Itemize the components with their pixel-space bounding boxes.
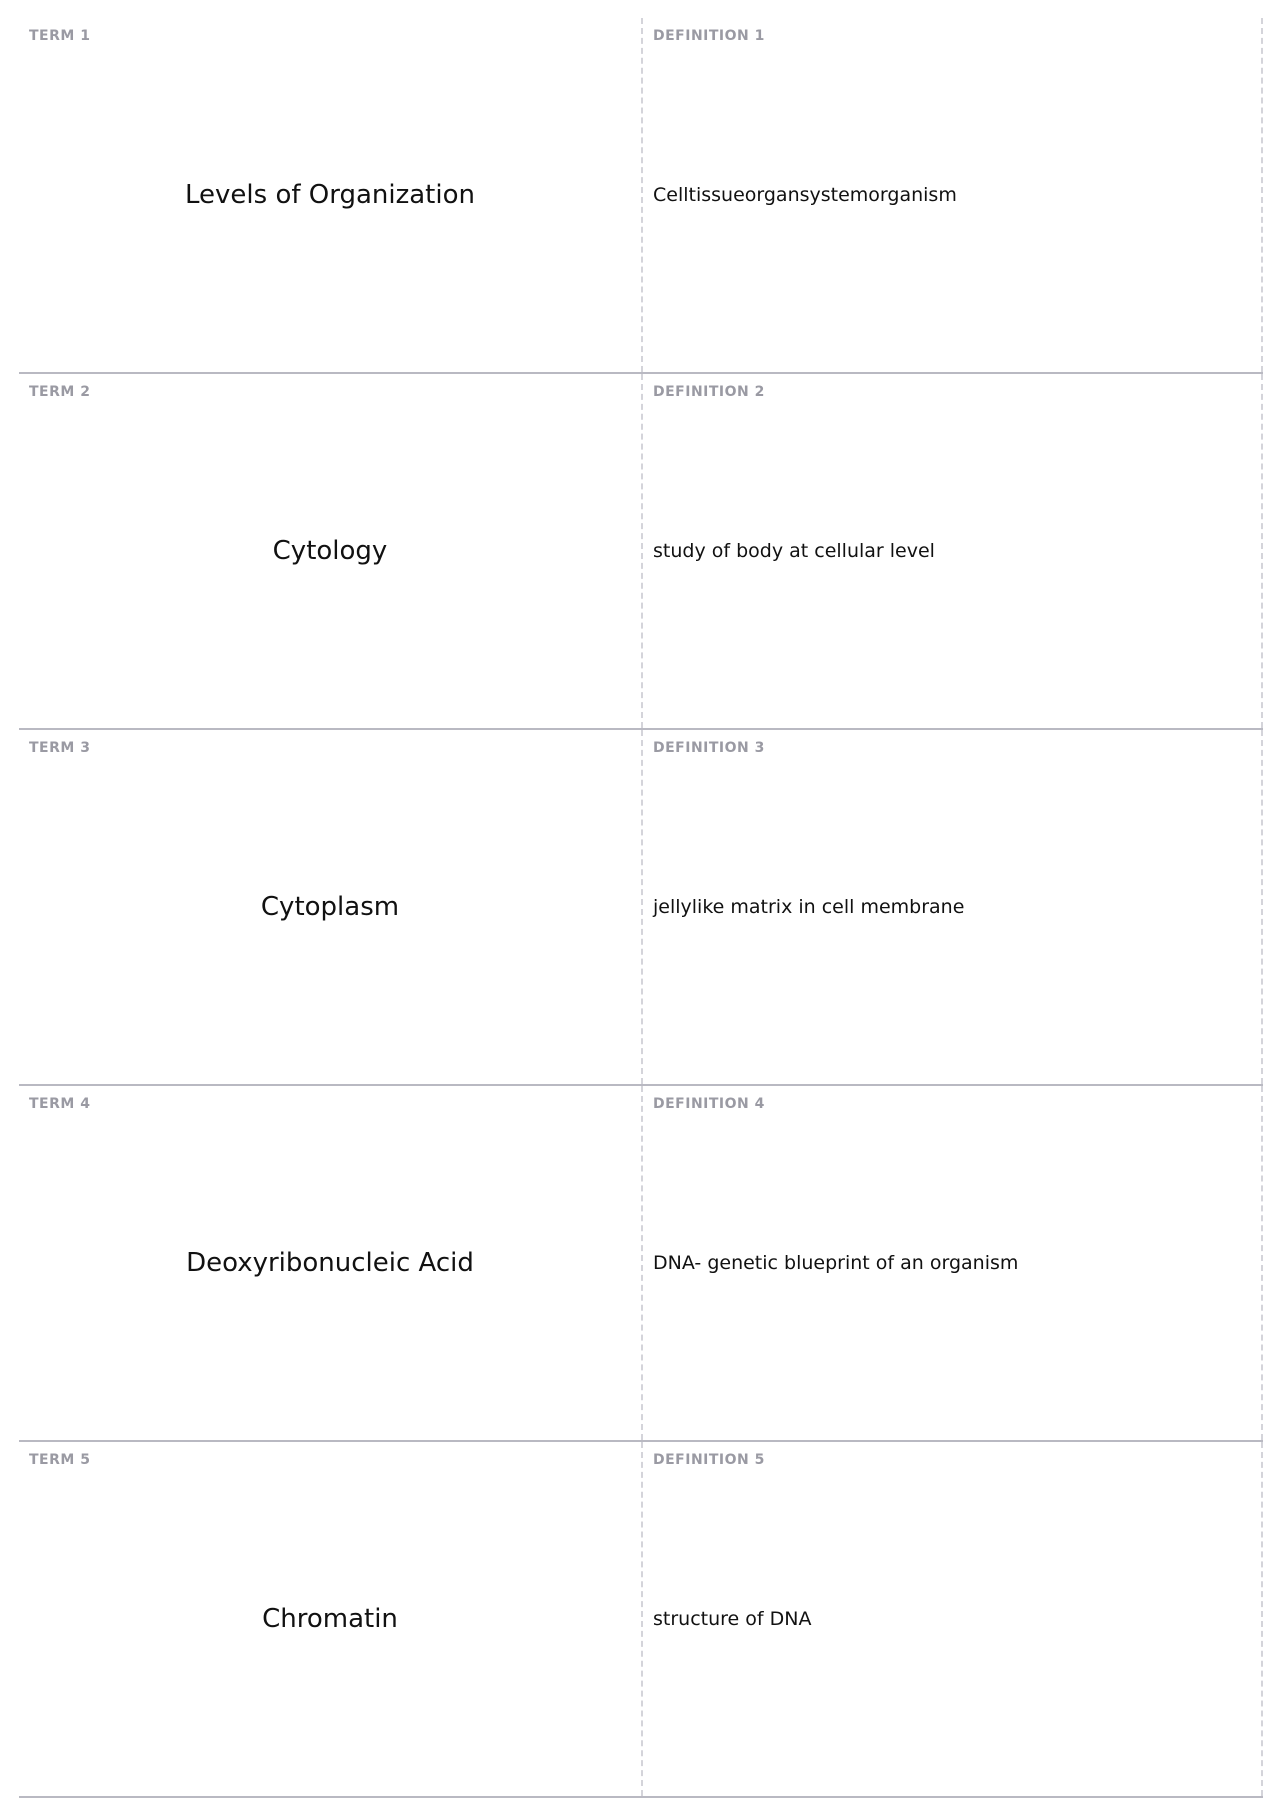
- definition-cell: [643, 730, 1263, 1084]
- definition-label: DEFINITION 2: [653, 384, 765, 400]
- term-text: Levels of Organization: [185, 180, 475, 210]
- flashcard-row: [19, 1086, 1263, 1442]
- flashcard-row: [19, 730, 1263, 1086]
- term-cell: [19, 18, 643, 372]
- term-text: Cytology: [272, 536, 388, 566]
- definition-cell: [643, 1086, 1263, 1440]
- flashcard-row: [19, 18, 1263, 374]
- definition-text: jellylike matrix in cell membrane: [653, 896, 965, 918]
- term-label: TERM 3: [29, 740, 91, 756]
- definition-text: structure of DNA: [653, 1608, 812, 1630]
- term-label: TERM 2: [29, 384, 91, 400]
- term-text: Chromatin: [262, 1604, 398, 1634]
- definition-label: DEFINITION 1: [653, 28, 765, 44]
- term-label: TERM 5: [29, 1452, 91, 1468]
- definition-label: DEFINITION 3: [653, 740, 765, 756]
- definition-text: DNA- genetic blueprint of an organism: [653, 1252, 1019, 1274]
- term-cell: [19, 730, 643, 1084]
- term-label: TERM 4: [29, 1096, 91, 1112]
- term-text: Deoxyribonucleic Acid: [186, 1248, 474, 1278]
- definition-text: Celltissueorgansystemorganism: [653, 184, 957, 206]
- term-cell: [19, 1086, 643, 1440]
- definition-cell: [643, 18, 1263, 372]
- definition-label: DEFINITION 4: [653, 1096, 765, 1112]
- term-text: Cytoplasm: [260, 892, 400, 922]
- term-cell: [19, 374, 643, 728]
- definition-cell: [643, 374, 1263, 728]
- term-label: TERM 1: [29, 28, 91, 44]
- flashcard-row: [19, 1442, 1263, 1798]
- flashcard-row: [19, 374, 1263, 730]
- definition-cell: [643, 1442, 1263, 1796]
- flashcard-sheet: [19, 18, 1263, 1798]
- definition-label: DEFINITION 5: [653, 1452, 765, 1468]
- term-cell: [19, 1442, 643, 1796]
- definition-text: study of body at cellular level: [653, 540, 935, 562]
